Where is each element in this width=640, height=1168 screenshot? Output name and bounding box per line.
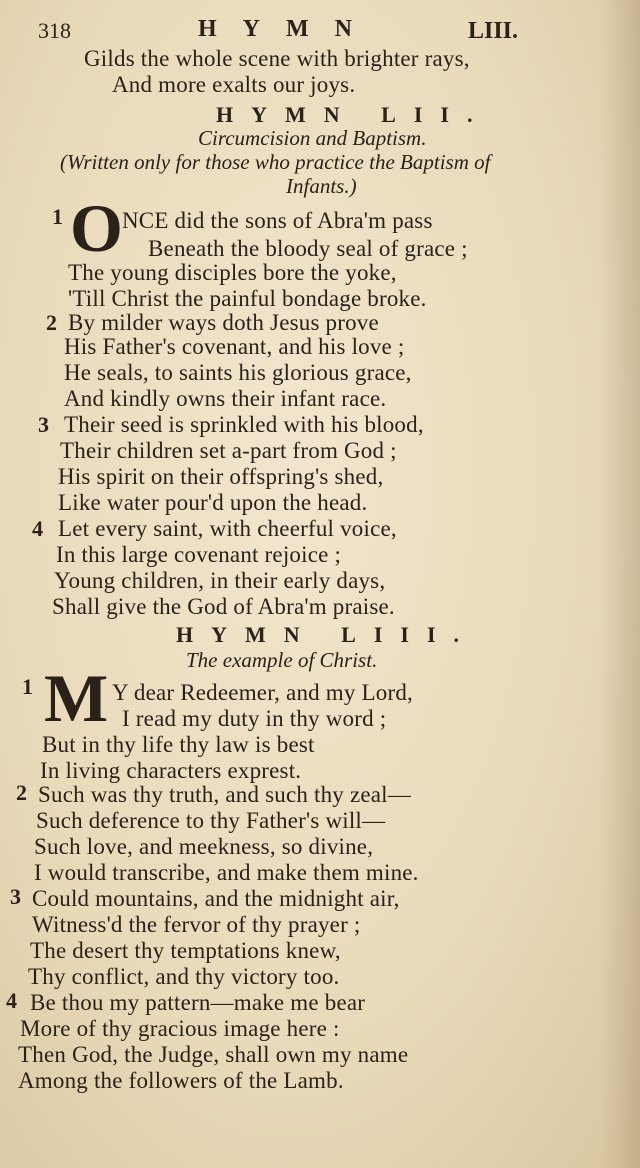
hymn-line: Such deference to thy Father's will—	[36, 808, 386, 833]
verse-number: 1	[22, 674, 33, 699]
verse-number: 4	[6, 988, 17, 1013]
hymn-line: Their children set a-part from God ;	[60, 438, 397, 463]
hymn-52-title: HYMN LII.	[216, 102, 491, 127]
hymn-line: His spirit on their offspring's shed,	[58, 464, 384, 489]
verse-number: 4	[32, 516, 43, 541]
hymn-line: Shall give the God of Abra'm praise.	[52, 594, 395, 619]
hymn-line: He seals, to saints his glorious grace,	[64, 360, 412, 385]
hymn-52-note: (Written only for those who practice the Baptism of	[60, 150, 491, 174]
hymn-line: Beneath the bloody seal of grace ;	[148, 236, 468, 261]
prev-hymn-line: And more exalts our joys.	[112, 72, 356, 97]
hymn-line: But in thy life thy law is best	[42, 732, 315, 757]
hymn-line: Witness'd the fervor of thy prayer ;	[32, 912, 361, 937]
running-title: HYMN	[198, 16, 378, 42]
verse-number: 3	[38, 412, 49, 437]
hymn-line: By milder ways doth Jesus prove	[68, 310, 379, 335]
hymn-line: Thy conflict, and thy victory too.	[28, 964, 340, 989]
verse-number: 1	[52, 204, 63, 229]
page-header	[38, 14, 518, 48]
hymn-line: And kindly owns their infant race.	[64, 386, 387, 411]
hymn-line: The young disciples bore the yoke,	[68, 260, 397, 285]
hymn-53-subtitle: The example of Christ.	[186, 648, 378, 672]
verse-number: 2	[16, 780, 27, 805]
hymn-line: Such was thy truth, and such thy zeal—	[38, 782, 411, 807]
hymn-line: Young children, in their early days,	[54, 568, 386, 593]
hymn-line: I read my duty in thy word ;	[122, 706, 387, 731]
hymn-52-note: Infants.)	[286, 174, 357, 198]
hymn-line: Y dear Redeemer, and my Lord,	[112, 680, 413, 705]
verse-number: 3	[10, 884, 21, 909]
hymn-line: The desert thy temptations knew,	[30, 938, 341, 963]
hymn-line: Like water pour'd upon the head.	[58, 490, 368, 515]
hymn-line: Be thou my pattern—make me bear	[30, 990, 366, 1015]
hymn-line: Such love, and meekness, so divine,	[34, 834, 374, 859]
hymn-line: More of thy gracious image here :	[20, 1016, 340, 1041]
hymn-line: Then God, the Judge, shall own my name	[18, 1042, 409, 1067]
hymn-line: Could mountains, and the midnight air,	[32, 886, 400, 911]
hymn-line: Their seed is sprinkled with his blood,	[64, 412, 424, 437]
hymn-line: In this large covenant rejoice ;	[56, 542, 342, 567]
verse-number: 2	[46, 310, 57, 335]
drop-cap: O	[70, 190, 123, 266]
hymn-line: Let every saint, with cheerful voice,	[58, 516, 397, 541]
page-number: 318	[38, 18, 71, 43]
hymn-line: In living characters exprest.	[40, 758, 302, 783]
hymn-line: His Father's covenant, and his love ;	[64, 334, 405, 359]
hymn-line: I would transcribe, and make them mine.	[34, 860, 419, 885]
hymn-53-title: HYMN LIII.	[176, 622, 478, 647]
prev-hymn-line: Gilds the whole scene with brighter rays,	[84, 46, 470, 71]
drop-cap: M	[44, 660, 109, 736]
hymn-52-subtitle: Circumcision and Baptism.	[198, 126, 427, 150]
hymn-line: Among the followers of the Lamb.	[18, 1068, 344, 1093]
hymn-line: NCE did the sons of Abra'm pass	[122, 208, 433, 233]
running-hymn-number: LIII.	[467, 18, 518, 44]
hymn-line: 'Till Christ the painful bondage broke.	[68, 286, 427, 311]
page-edge-shadow	[600, 0, 640, 1168]
